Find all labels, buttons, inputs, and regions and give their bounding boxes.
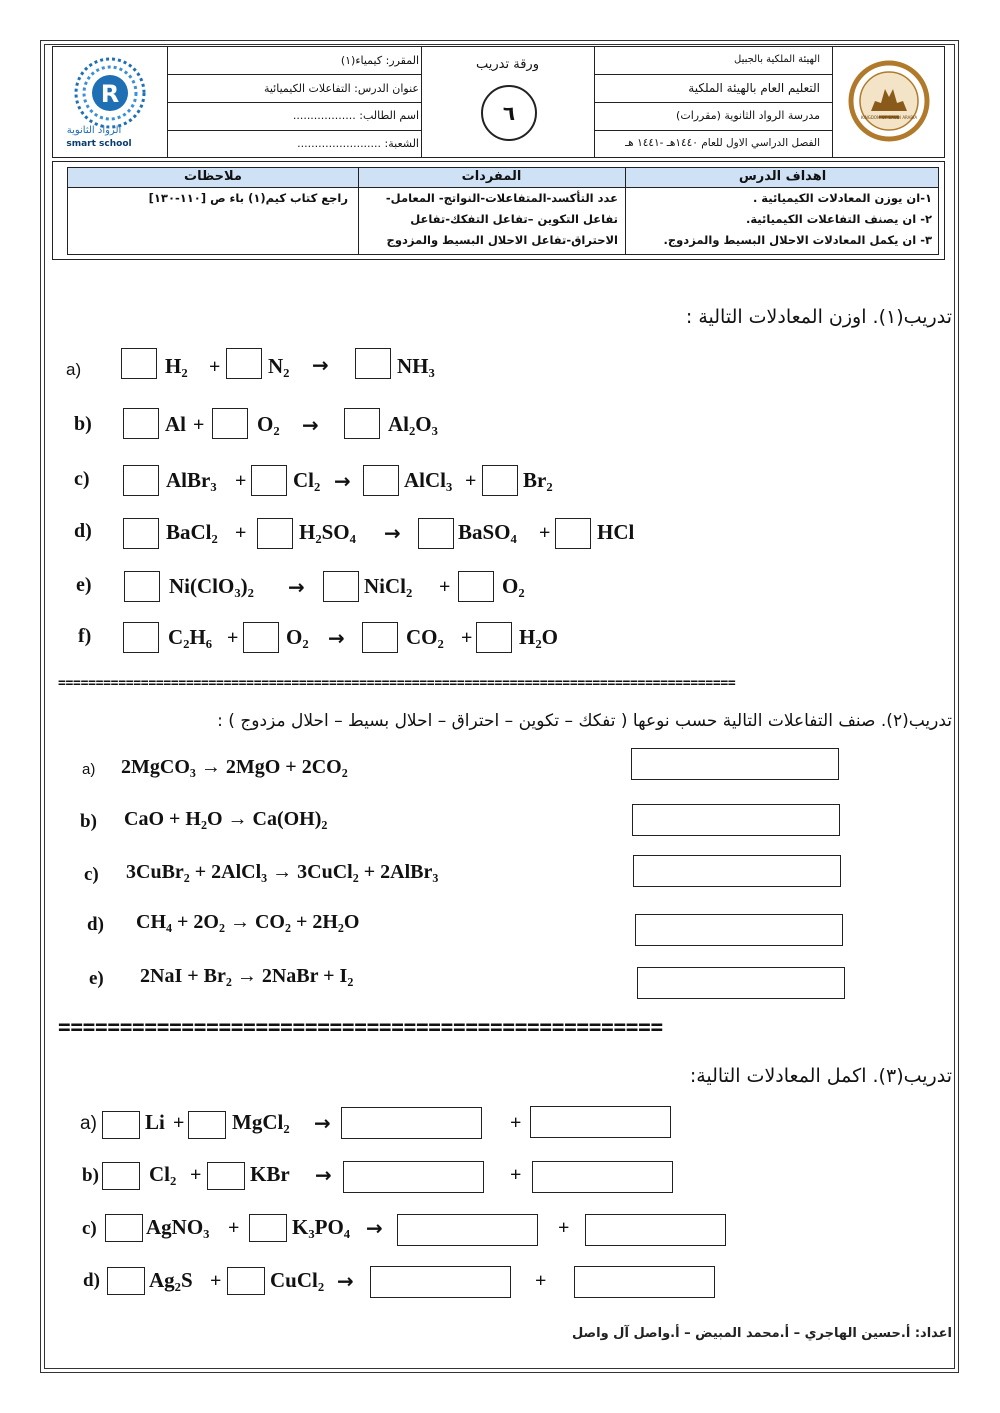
plus-sign: +	[510, 1112, 522, 1134]
plus-sign: +	[539, 522, 551, 544]
product-box[interactable]	[343, 1161, 484, 1193]
coefficient-box[interactable]	[476, 622, 512, 653]
ex1-letter: b)	[74, 413, 92, 435]
ex1-term: C₂H₆	[168, 625, 213, 649]
ex2-equation: CH₄ + 2O₂ → CO₂ + 2H₂O	[136, 911, 360, 933]
ex1-letter: a)	[66, 360, 82, 379]
ex3-reactant: CuCl₂	[270, 1268, 325, 1292]
plus-sign: +	[461, 627, 473, 649]
kingdom-emblem	[843, 57, 935, 149]
ex1-term: BaCl₂	[166, 520, 218, 544]
coefficient-box[interactable]	[123, 408, 159, 439]
coefficient-box[interactable]	[458, 571, 494, 602]
goal-item: ٢- ان يصنف التفاعلات الكيميائية.	[745, 212, 932, 226]
plus-sign: +	[190, 1164, 202, 1186]
product-box[interactable]	[585, 1214, 726, 1246]
vocab-line: عدد التأكسد-المتفاعلات-النواتج- المعامل-	[385, 191, 618, 205]
worksheet-number: ٦	[481, 85, 537, 141]
ex1-term: O₂	[257, 412, 280, 436]
academic-term: الفصل الدراسي الاول للعام ١٤٤٠هـ -١٤٤١ هـ	[625, 137, 820, 149]
ex3-reactant: Cl₂	[149, 1162, 177, 1186]
goals-header: اهداف الدرس	[738, 169, 827, 184]
vocab-header: المفردات	[461, 169, 522, 184]
ex1-term: HCl	[597, 520, 635, 544]
ex1-term: Br₂	[523, 468, 553, 492]
ex1-term: NH₃	[397, 354, 435, 378]
arrow-icon: →	[315, 1163, 332, 1187]
ex1-letter: c)	[74, 468, 90, 490]
ex1-term: Ni(ClO₃)₂	[169, 574, 254, 598]
ex3-letter: b)	[82, 1165, 99, 1186]
notes-text: راجع كتاب كيم(١) باء ص [١١٠-١٣٠]	[148, 191, 348, 205]
authority-name: الهيئة الملكية بالجبيل	[734, 54, 820, 65]
coefficient-box[interactable]	[243, 622, 279, 653]
school-logo-text: الرواد الثانوية	[66, 125, 122, 136]
ex1-letter: d)	[74, 520, 92, 542]
ex1-term: O₂	[502, 574, 525, 598]
arrow-icon: →	[384, 521, 401, 545]
arrow-icon: →	[328, 626, 345, 650]
ex2-equation: CaO + H₂O → Ca(OH)₂	[124, 808, 328, 830]
ex3-reactant: AgNO₃	[146, 1215, 210, 1239]
ex2-letter: b)	[80, 811, 97, 832]
lesson-title-label: عنوان الدرس: التفاعلات الكيميائية	[263, 82, 419, 95]
reaction-type-answer[interactable]	[635, 914, 843, 946]
header-table	[52, 46, 945, 158]
coefficient-box[interactable]	[102, 1162, 140, 1190]
reaction-type-answer[interactable]	[637, 967, 845, 999]
coefficient-box[interactable]	[362, 622, 398, 653]
education-dept: التعليم العام بالهيئة الملكية	[688, 81, 820, 95]
ex1-term: O₂	[286, 625, 309, 649]
ex3-letter: d)	[83, 1270, 100, 1291]
ex1-term: H₂	[165, 354, 188, 378]
coefficient-box[interactable]	[418, 518, 454, 549]
product-box[interactable]	[530, 1106, 671, 1138]
coefficient-box[interactable]	[207, 1162, 245, 1190]
ex1-term: Al	[165, 412, 186, 436]
arrow-icon: →	[302, 413, 319, 437]
separator: ==========================================================================================	[58, 676, 736, 691]
plus-sign: +	[535, 1270, 547, 1292]
separator: =================================================	[58, 1015, 663, 1039]
coefficient-box[interactable]	[105, 1214, 143, 1242]
product-box[interactable]	[341, 1107, 482, 1139]
school-name: مدرسة الرواد الثانوية (مقررات)	[676, 109, 820, 122]
coefficient-box[interactable]	[227, 1267, 265, 1295]
ex3-letter: a)	[80, 1113, 97, 1134]
coefficient-box[interactable]	[555, 518, 591, 549]
coefficient-box[interactable]	[363, 465, 399, 496]
arrow-icon: →	[366, 1216, 383, 1240]
coefficient-box[interactable]	[344, 408, 380, 439]
plus-sign: +	[228, 1217, 240, 1239]
ex2-letter: a)	[82, 761, 96, 778]
ex1-letter: e)	[76, 574, 92, 596]
coefficient-box[interactable]	[123, 622, 159, 653]
student-name-field: اسم الطالب: ..................	[292, 109, 419, 122]
ex2-equation: 2NaI + Br₂ → 2NaBr + I₂	[140, 965, 354, 987]
plus-sign: +	[210, 1270, 222, 1292]
credits: اعداد: أ.حسين الهاجري – أ.محمد المبيض – أ.واصل آل واصل	[571, 1326, 952, 1341]
ex2-letter: e)	[89, 968, 104, 989]
product-box[interactable]	[370, 1266, 511, 1298]
arrow-icon: →	[288, 575, 305, 599]
arrow-icon: →	[314, 1111, 331, 1135]
plus-sign: +	[209, 356, 221, 378]
ex2-letter: d)	[87, 914, 104, 935]
product-box[interactable]	[574, 1266, 715, 1298]
worksheet-title: ورقة تدريب	[476, 57, 539, 72]
coefficient-box[interactable]	[123, 465, 159, 496]
goal-item: ٣- ان يكمل المعادلات الاحلال البسيط والمزدوج.	[663, 233, 932, 247]
reaction-type-answer[interactable]	[632, 804, 840, 836]
section-field: الشعبة: ........................	[297, 137, 419, 150]
plus-sign: +	[235, 470, 247, 492]
plus-sign: +	[510, 1164, 522, 1186]
exercise3-title: تدريب(٣). اكمل المعادلات التالية:	[689, 1065, 952, 1087]
ex3-reactant: K₃PO₄	[292, 1215, 351, 1239]
svg-text:R: R	[100, 80, 120, 108]
ex1-letter: f)	[78, 625, 92, 647]
ex1-term: H₂O	[519, 625, 558, 649]
coefficient-box[interactable]	[188, 1111, 226, 1139]
ex1-term: N₂	[268, 354, 290, 378]
coefficient-box[interactable]	[226, 348, 262, 379]
product-box[interactable]	[532, 1161, 673, 1193]
ex2-letter: c)	[84, 864, 99, 885]
coefficient-box[interactable]	[482, 465, 518, 496]
vocab-line: تفاعل التكوين –تفاعل التفكك-تفاعل	[410, 212, 618, 226]
ex1-term: AlCl₃	[404, 468, 453, 492]
ex1-term: CO₂	[406, 625, 444, 649]
coefficient-box[interactable]	[323, 571, 359, 602]
vocab-line: الاحتراق-تفاعل الاحلال البسيط والمزدوج	[386, 233, 618, 247]
arrow-icon: →	[334, 469, 351, 493]
coefficient-box[interactable]	[212, 408, 248, 439]
ex3-reactant: MgCl₂	[232, 1110, 290, 1134]
reaction-type-answer[interactable]	[631, 748, 839, 780]
coefficient-box[interactable]	[123, 518, 159, 549]
kingdom-emblem-text: KINGDOM OF SAUDI ARABIA	[860, 115, 918, 120]
ex1-term: BaSO₄	[458, 520, 517, 544]
coefficient-box[interactable]	[124, 571, 160, 602]
objectives-table	[52, 161, 945, 260]
plus-sign: +	[193, 414, 205, 436]
coefficient-box[interactable]	[107, 1267, 145, 1295]
ex2-equation: 2MgCO₃ → 2MgO + 2CO₂	[121, 756, 348, 778]
school-logo-subtext: smart school	[66, 139, 132, 149]
ex1-term: H₂SO₄	[299, 520, 356, 544]
coefficient-box[interactable]	[257, 518, 293, 549]
coefficient-box[interactable]	[355, 348, 391, 379]
exercise2-title: تدريب(٢). صنف التفاعلات التالية حسب نوعها ( تفكك – تكوين – احتراق – احلال بسيط – احلال مزدوج ) :	[217, 711, 952, 731]
ex1-term: Al₂O₃	[388, 412, 438, 436]
plus-sign: +	[227, 627, 239, 649]
ex3-reactant: KBr	[250, 1162, 290, 1186]
product-box[interactable]	[397, 1214, 538, 1246]
school-logo	[55, 49, 165, 155]
ex1-term: Cl₂	[293, 468, 321, 492]
plus-sign: +	[173, 1112, 185, 1134]
plus-sign: +	[235, 522, 247, 544]
reaction-type-answer[interactable]	[633, 855, 841, 887]
arrow-icon: →	[312, 353, 329, 377]
ex2-equation: 3CuBr₂ + 2AlCl₃ → 3CuCl₂ + 2AlBr₃	[126, 861, 439, 883]
ex3-reactant: Ag₂S	[149, 1268, 193, 1292]
coefficient-box[interactable]	[102, 1111, 140, 1139]
exercise1-title: تدريب(١). اوزن المعادلات التالية :	[685, 306, 952, 328]
plus-sign: +	[439, 576, 451, 598]
ex3-letter: c)	[82, 1218, 97, 1239]
goal-item: ١-ان يوزن المعادلات الكيميائية .	[752, 191, 932, 205]
notes-header: ملاحظات	[184, 169, 242, 184]
course-label: المقرر: كيمياء(١)	[340, 54, 419, 67]
ex1-term: AlBr₃	[166, 468, 217, 492]
arrow-icon: →	[337, 1269, 354, 1293]
plus-sign: +	[465, 470, 477, 492]
coefficient-box[interactable]	[251, 465, 287, 496]
coefficient-box[interactable]	[121, 348, 157, 379]
coefficient-box[interactable]	[249, 1214, 287, 1242]
ex3-reactant: Li	[145, 1110, 165, 1134]
plus-sign: +	[558, 1217, 570, 1239]
ex1-term: NiCl₂	[364, 574, 413, 598]
